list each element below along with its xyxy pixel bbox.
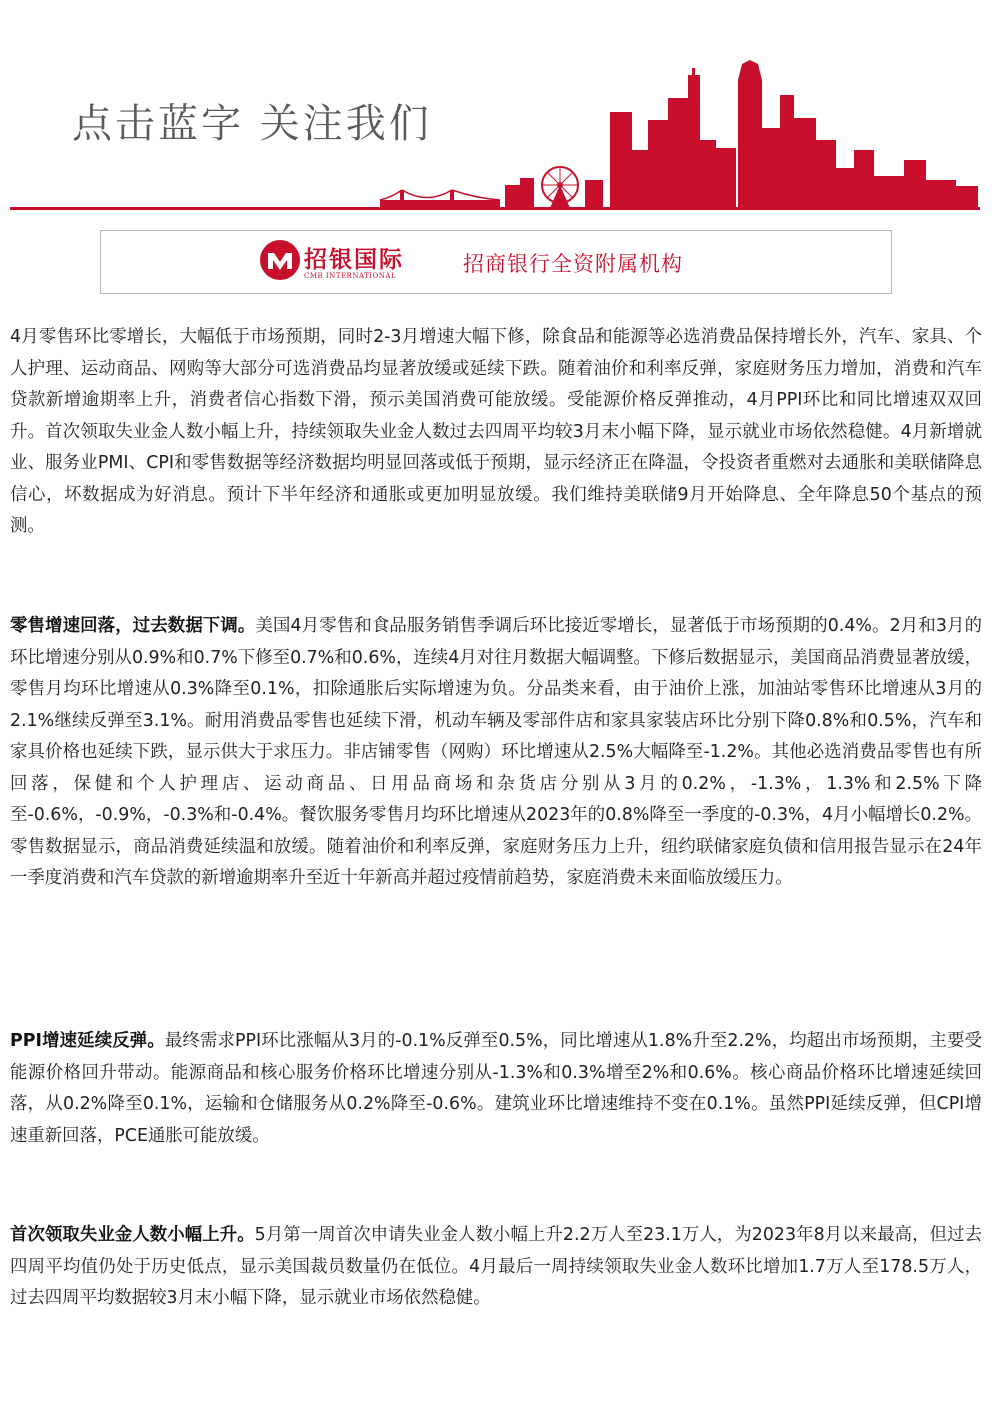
brand-english-name: CMB INTERNATIONAL <box>304 272 397 280</box>
jobless-claims-section-body: 5月第一周首次申请失业金人数小幅上升2.2万人至23.1万人，为2023年8月以来最高，但过去四周平均值仍处于历史低点，显示美国裁员数量仍在低位。4月最后一周持续领取失业金人数环比增加1.7万人至178.5万人，过去四周平均数据较3月末小幅下降，显示就业市场依然稳健。 <box>10 1225 982 1308</box>
retail-section-body: 美国4月零售和食品服务销售季调后环比接近零增长，显著低于市场预期的0.4%。2月和3月的环比增速分别从0.9%和0.7%下修至0.7%和0.6%，连续4月对往月数据大幅调整。下修后数据显示，美国商品消费显著放缓，零售月均环比增速从0.3%降至0.1%，扣除通胀后实际增速为负。分品类来看，由于油价上涨，加油站零售环比增速从3月的2.1%继续反弹至3.1%。耐用消费品零售也延续下滑，机动车辆及零部件店和家具家装店环比分别下降0.8%和0.5%，汽车和家具价格也延续下跌，显示供大于求压力。非店铺零售（网购）环比增速从2.5%大幅降至-1.2%。其他必选消费品零售也有所回落，保健和个人护理店、运动商品、日用品商场和杂货店分别从3月的0.2%，-1.3%，1.3%和2.5%下降至-0.6%，-0.9%，-0.3%和-0.4%。餐饮服务零售月均环比增速从2023年的0.8%降至一季度的-0.3%，4月小幅增长0.2%。零售数据显示，商品消费延续温和放缓。随着油价和利率反弹，家庭财务压力上升，纽约联储家庭负债和信用报告显示在24年一季度消费和汽车贷款的新增逾期率升至近十年新高并超过疫情前趋势，家庭消费未来面临放缓压力。 <box>10 616 982 888</box>
jobless-claims-section-heading: 首次领取失业金人数小幅上升。 <box>10 1225 255 1245</box>
intro-paragraph <box>10 322 982 543</box>
cmb-international-logo-icon <box>259 239 301 281</box>
ppi-section-heading: PPI增速延续反弹。 <box>10 1031 165 1051</box>
brand-tagline: 招商银行全资附属机构 <box>463 252 683 276</box>
jobless-claims-section <box>10 1220 982 1315</box>
ppi-section-body: 最终需求PPI环比涨幅从3月的-0.1%反弹至0.5%，同比增速从1.8%升至2.2%，均超出市场预期，主要受能源价格回升带动。能源商品和核心服务价格环比增速分别从-1.3%和0.3%增至2%和0.6%。核心商品价格环比增速延续回落，从0.2%降至0.1%，运输和仓储服务从0.2%降至-0.6%。建筑业环比增速维持不变在0.1%。虽然PPI延续反弹，但CPI增速重新回落，PCE通胀可能放缓。 <box>10 1031 983 1146</box>
retail-section <box>10 611 982 895</box>
ppi-section <box>10 1026 982 1152</box>
brand-box <box>100 230 892 294</box>
banner-title: 点击蓝字 关注我们 <box>72 101 432 147</box>
retail-section-heading: 零售增速回落，过去数据下调。 <box>10 616 256 636</box>
brand-name: 招银国际 <box>304 246 404 273</box>
header-banner <box>0 0 992 215</box>
intro-paragraph-body: 4月零售环比零增长，大幅低于市场预期，同时2-3月增速大幅下修，除食品和能源等必选消费品保持增长外，汽车、家具、个人护理、运动商品、网购等大部分可选消费品均显著放缓或延续下跌。随着油价和利率反弹，家庭财务压力增加，消费和汽车贷款新增逾期率上升，消费者信心指数下滑，预示美国消费可能放缓。受能源价格反弹推动，4月PPI环比和同比增速双双回升。首次领取失业金人数小幅上升，持续领取失业金人数过去四周平均较3月末小幅下降，显示就业市场依然稳健。4月新增就业、服务业PMI、CPI和零售数据等经济数据均明显回落或低于预期，显示经济正在降温，令投资者重燃对去通胀和美联储降息信心，坏数据成为好消息。预计下半年经济和通胀或更加明显放缓。我们维持美联储9月开始降息、全年降息50个基点的预测。 <box>10 327 982 536</box>
